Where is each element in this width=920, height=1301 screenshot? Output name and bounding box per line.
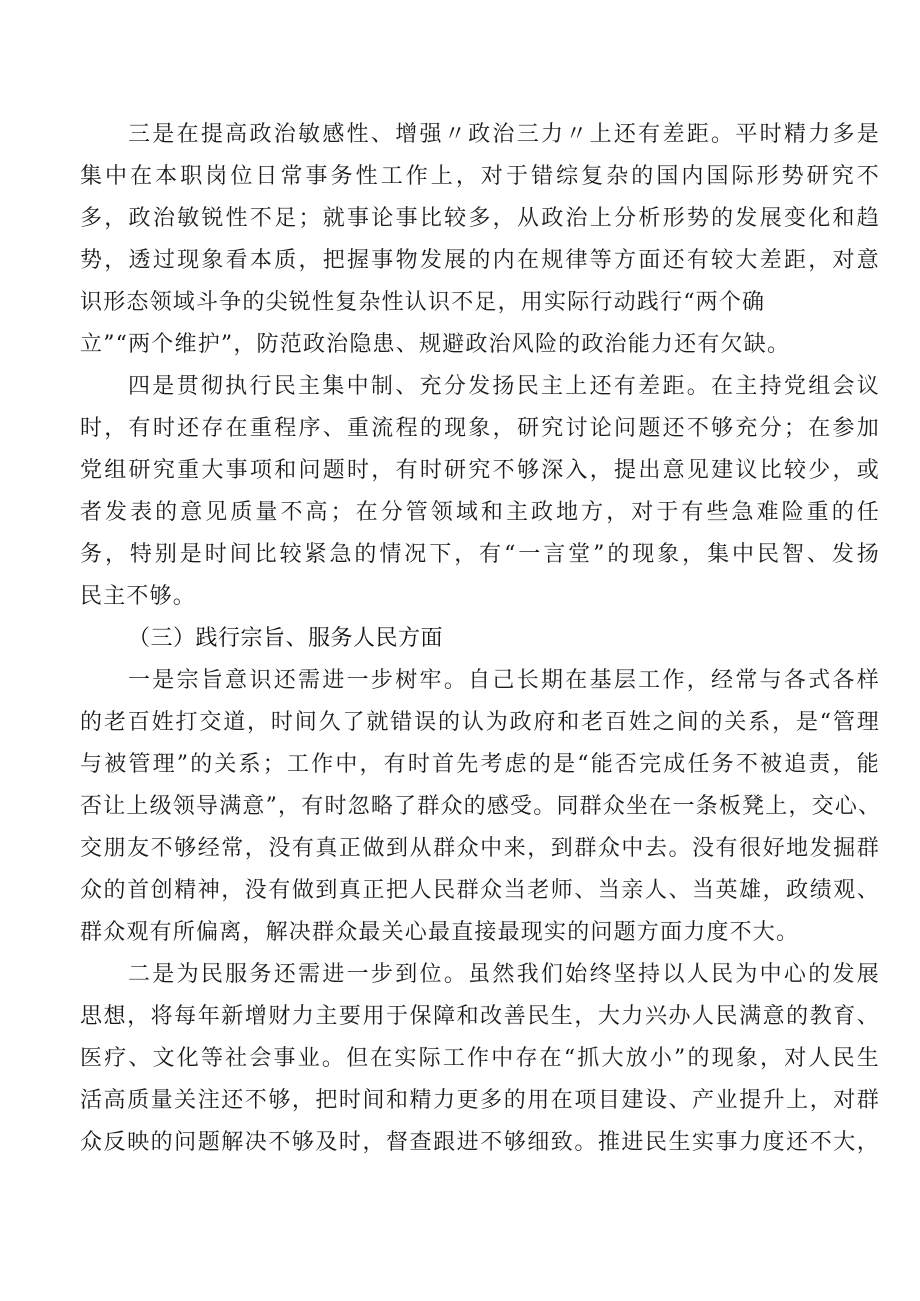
paragraph-1-line-1: 三是在提高政治敏感性、增强〃政治三力〃上还有差距。平时精力多是 xyxy=(128,122,880,147)
paragraph-2-line-5: 务，特别是时间比较紧急的情况下，有“一言堂”的现象，集中民智、发扬 xyxy=(80,542,880,567)
paragraph-1-line-4: 势，透过现象看本质，把握事物发展的内在规律等方面还有较大差距，对意 xyxy=(80,248,880,273)
paragraph-1-line-6: 立”“两个维护”，防范政治隐患、规避政治风险的政治能力还有欠缺。 xyxy=(80,332,791,357)
paragraph-2-line-4: 者发表的意见质量不高；在分管领域和主政地方，对于有些急难险重的任 xyxy=(80,500,880,525)
paragraph-3-line-7: 群众观有所偏离，解决群众最关心最直接最现实的问题方面力度不大。 xyxy=(80,920,800,945)
paragraph-1-line-3: 多，政治敏锐性不足；就事论事比较多，从政治上分析形势的发展变化和趋 xyxy=(80,206,880,231)
paragraph-4-line-2: 思想，将每年新增财力主要用于保障和改善民生，大力兴办人民满意的教育、 xyxy=(80,1004,880,1029)
paragraph-3-line-5: 交朋友不够经常，没有真正做到从群众中来，到群众中去。没有很好地发掘群 xyxy=(80,836,880,861)
paragraph-4-line-5: 众反映的问题解决不够及时，督查跟进不够细致。推进民生实事力度还不大， xyxy=(80,1130,880,1155)
paragraph-1-line-2: 集中在本职岗位日常事务性工作上，对于错综复杂的国内国际形势研究不 xyxy=(80,164,880,189)
paragraph-2-line-3: 党组研究重大事项和问题时，有时研究不够深入，提出意见建议比较少，或 xyxy=(80,458,880,483)
paragraph-3-line-6: 众的首创精神，没有做到真正把人民群众当老师、当亲人、当英雄，政绩观、 xyxy=(80,878,880,903)
paragraph-3-line-1: 一是宗旨意识还需进一步树牢。自己长期在基层工作，经常与各式各样 xyxy=(128,668,880,693)
paragraph-2-line-6: 民主不够。 xyxy=(80,584,197,609)
paragraph-2-line-1: 四是贯彻执行民主集中制、充分发扬民主上还有差距。在主持党组会议 xyxy=(128,374,880,399)
paragraph-4-line-1: 二是为民服务还需进一步到位。虽然我们始终坚持以人民为中心的发展 xyxy=(128,962,880,987)
paragraph-3-line-2: 的老百姓打交道，时间久了就错误的认为政府和老百姓之间的关系，是“管理 xyxy=(80,710,880,735)
paragraph-4-line-4: 活高质量关注还不够，把时间和精力更多的用在项目建设、产业提升上，对群 xyxy=(80,1088,880,1113)
section-heading: （三）践行宗旨、服务人民方面 xyxy=(128,626,444,651)
paragraph-4-line-3: 医疗、文化等社会事业。但在实际工作中存在“抓大放小”的现象，对人民生 xyxy=(80,1046,880,1071)
paragraph-1-line-5: 识形态领域斗争的尖锐性复杂性认识不足，用实际行动践行“两个确 xyxy=(80,290,766,315)
paragraph-3-line-4: 否让上级领导满意”，有时忽略了群众的感受。同群众坐在一条板凳上，交心、 xyxy=(80,794,882,819)
paragraph-3-line-3: 与被管理”的关系；工作中，有时首先考虑的是“能否完成任务不被追责，能 xyxy=(80,752,880,777)
paragraph-2-line-2: 时，有时还存在重程序、重流程的现象，研究讨论问题还不够充分；在参加 xyxy=(80,416,880,441)
